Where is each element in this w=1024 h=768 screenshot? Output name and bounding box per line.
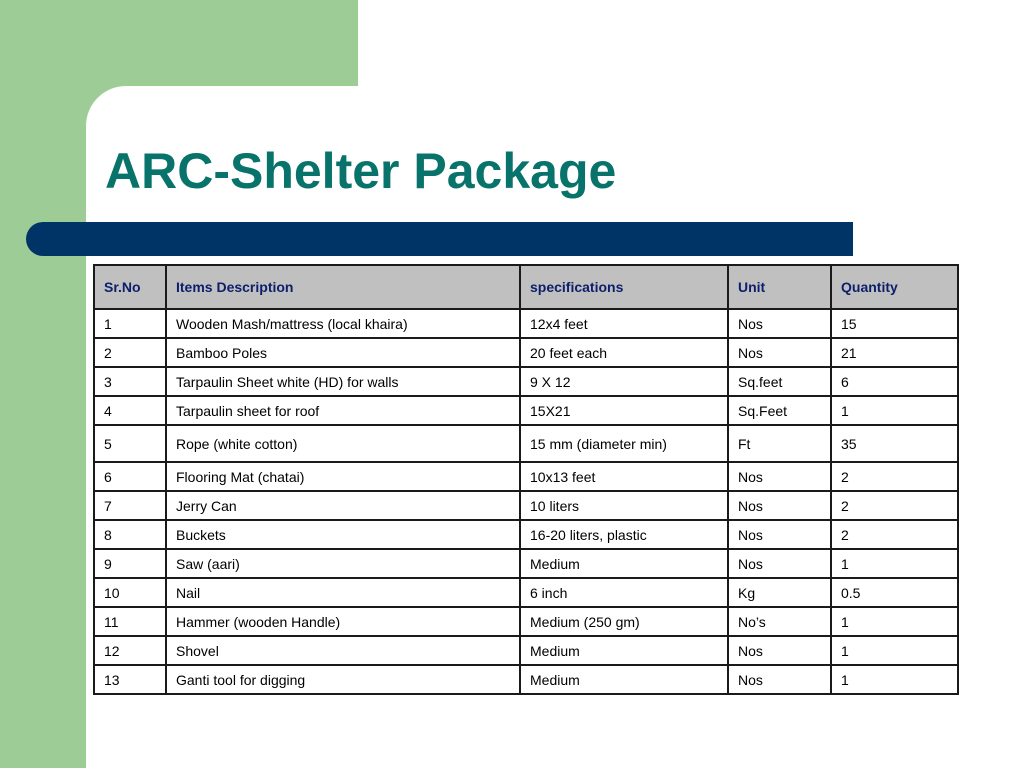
table-row <box>94 607 958 636</box>
header-unit: Unit <box>728 265 831 309</box>
title-underline-bar <box>26 222 853 256</box>
cell-quantity: 2 <box>831 491 958 520</box>
cell-item-description: Ganti tool for digging <box>166 665 520 694</box>
header-quantity: Quantity <box>831 265 958 309</box>
table-row <box>94 491 958 520</box>
table-row <box>94 549 958 578</box>
table-body <box>94 309 958 694</box>
cell-sr-no: 10 <box>94 578 166 607</box>
table-row <box>94 636 958 665</box>
cell-item-description: Flooring Mat (chatai) <box>166 462 520 491</box>
cell-item-description: Saw (aari) <box>166 549 520 578</box>
table-row <box>94 309 958 338</box>
cell-sr-no: 5 <box>94 425 166 462</box>
table-row <box>94 425 958 462</box>
cell-item-description: Nail <box>166 578 520 607</box>
cell-unit: Nos <box>728 491 831 520</box>
cell-unit: No’s <box>728 607 831 636</box>
cell-specification: 12x4 feet <box>520 309 728 338</box>
cell-unit: Nos <box>728 462 831 491</box>
cell-item-description: Tarpaulin Sheet white (HD) for walls <box>166 367 520 396</box>
cell-unit: Nos <box>728 338 831 367</box>
cell-specification: 10 liters <box>520 491 728 520</box>
cell-unit: Nos <box>728 636 831 665</box>
cell-quantity: 1 <box>831 636 958 665</box>
cell-quantity: 6 <box>831 367 958 396</box>
slide-title: ARC-Shelter Package <box>105 143 617 199</box>
cell-specification: Medium (250 gm) <box>520 607 728 636</box>
cell-sr-no: 13 <box>94 665 166 694</box>
cell-unit: Nos <box>728 309 831 338</box>
cell-item-description: Buckets <box>166 520 520 549</box>
cell-sr-no: 7 <box>94 491 166 520</box>
cell-item-description: Tarpaulin sheet for roof <box>166 396 520 425</box>
cell-quantity: 1 <box>831 607 958 636</box>
table-row <box>94 578 958 607</box>
header-items-description: Items Description <box>166 265 520 309</box>
cell-unit: Nos <box>728 665 831 694</box>
cell-specification: 15 mm (diameter min) <box>520 425 728 462</box>
cell-unit: Nos <box>728 520 831 549</box>
cell-sr-no: 3 <box>94 367 166 396</box>
cell-quantity: 2 <box>831 462 958 491</box>
cell-item-description: Rope (white cotton) <box>166 425 520 462</box>
table-row <box>94 367 958 396</box>
cell-sr-no: 6 <box>94 462 166 491</box>
cell-unit: Ft <box>728 425 831 462</box>
cell-specification: Medium <box>520 636 728 665</box>
cell-specification: Medium <box>520 549 728 578</box>
header-sr-no: Sr.No <box>94 265 166 309</box>
cell-quantity: 15 <box>831 309 958 338</box>
cell-unit: Kg <box>728 578 831 607</box>
table-row <box>94 396 958 425</box>
shelter-items-table <box>93 264 959 695</box>
cell-quantity: 2 <box>831 520 958 549</box>
table-row <box>94 462 958 491</box>
header-row <box>94 265 958 309</box>
cell-item-description: Wooden Mash/mattress (local khaira) <box>166 309 520 338</box>
cell-item-description: Hammer (wooden Handle) <box>166 607 520 636</box>
cell-quantity: 1 <box>831 665 958 694</box>
cell-specification: 20 feet each <box>520 338 728 367</box>
cell-quantity: 0.5 <box>831 578 958 607</box>
cell-quantity: 21 <box>831 338 958 367</box>
cell-sr-no: 9 <box>94 549 166 578</box>
cell-unit: Sq.Feet <box>728 396 831 425</box>
cell-specification: 15X21 <box>520 396 728 425</box>
cell-sr-no: 2 <box>94 338 166 367</box>
table-row <box>94 338 958 367</box>
cell-sr-no: 8 <box>94 520 166 549</box>
cell-quantity: 35 <box>831 425 958 462</box>
cell-unit: Sq.feet <box>728 367 831 396</box>
table-header <box>94 265 958 309</box>
cell-sr-no: 1 <box>94 309 166 338</box>
table-row <box>94 665 958 694</box>
cell-sr-no: 12 <box>94 636 166 665</box>
cell-sr-no: 4 <box>94 396 166 425</box>
cell-specification: 6 inch <box>520 578 728 607</box>
cell-specification: 16-20 liters, plastic <box>520 520 728 549</box>
cell-specification: 9 X 12 <box>520 367 728 396</box>
cell-item-description: Jerry Can <box>166 491 520 520</box>
cell-specification: 10x13 feet <box>520 462 728 491</box>
cell-unit: Nos <box>728 549 831 578</box>
table-row <box>94 520 958 549</box>
cell-item-description: Bamboo Poles <box>166 338 520 367</box>
cell-specification: Medium <box>520 665 728 694</box>
header-specifications: specifications <box>520 265 728 309</box>
cell-item-description: Shovel <box>166 636 520 665</box>
table-container <box>93 264 957 695</box>
cell-quantity: 1 <box>831 396 958 425</box>
cell-quantity: 1 <box>831 549 958 578</box>
cell-sr-no: 11 <box>94 607 166 636</box>
